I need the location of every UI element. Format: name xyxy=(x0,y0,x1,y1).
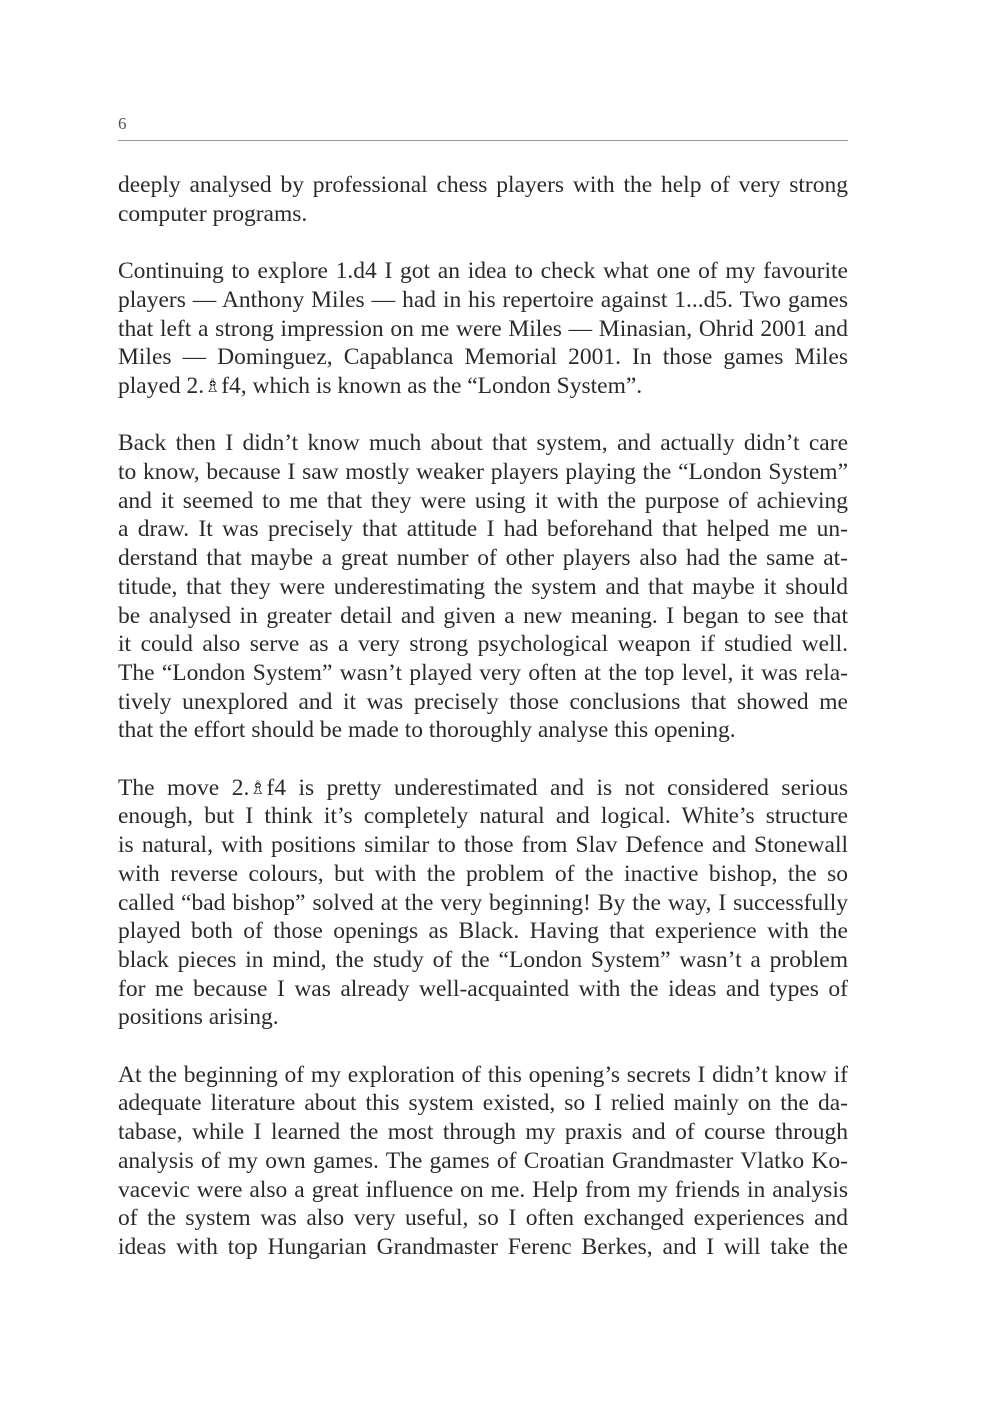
text-line: At the beginning of my exploration of this opening’s secrets I didn’t know if xyxy=(118,1061,848,1088)
text-line: The “London System” wasn’t played very often at the top level, it was rela- xyxy=(118,659,848,686)
text-line: Miles — Dominguez, Capablanca Memorial 2001. In those games Miles xyxy=(118,344,848,371)
paragraph-1 xyxy=(118,171,848,228)
text-line: Back then I didn’t know much about that system, and actually didn’t care xyxy=(118,430,848,457)
text-line: tabase, while I learned the most through my praxis and of course through xyxy=(118,1119,848,1146)
text-line: a draw. It was precisely that attitude I had beforehand that helped me un- xyxy=(118,516,848,543)
paragraph-5 xyxy=(118,1061,848,1262)
text-line: players — Anthony Miles — had in his repertoire against 1...d5. Two games xyxy=(118,286,848,313)
body-text xyxy=(118,171,848,1290)
text-line: it could also serve as a very strong psychological weapon if studied well. xyxy=(118,631,848,658)
page-number: 6 xyxy=(118,114,127,133)
text-line: called “bad bishop” solved at the very beginning! By the way, I successfully xyxy=(118,889,848,916)
text-line: that left a strong impression on me were Miles — Minasian, Ohrid 2001 and xyxy=(118,315,848,342)
bishop-figurine-icon: ♗ xyxy=(204,374,222,397)
text-line: that the effort should be made to thoroughly analyse this opening. xyxy=(118,717,736,744)
text-line: with reverse colours, but with the problem of the inactive bishop, the so xyxy=(118,860,848,887)
text-line: computer programs. xyxy=(118,200,308,227)
text-line: and it seemed to me that they were using it with the purpose of achieving xyxy=(118,487,848,514)
text-line: played both of those openings as Black. Having that experience with the xyxy=(118,918,848,945)
bishop-figurine-icon: ♗ xyxy=(249,776,267,799)
text-line: enough, but I think it’s completely natural and logical. White’s structure xyxy=(118,803,848,830)
text-line: ideas with top Hungarian Grandmaster Ferenc Berkes, and I will take the xyxy=(118,1233,848,1260)
text-line: The move 2.♗f4 is pretty underestimated and is not considered serious xyxy=(118,774,849,801)
text-line: adequate literature about this system existed, so I relied mainly on the da- xyxy=(118,1090,848,1117)
text-line: titude, that they were underestimating the system and that maybe it should xyxy=(118,573,848,600)
text-line: be analysed in greater detail and given a new meaning. I began to see that xyxy=(118,602,848,629)
text-line: tively unexplored and it was precisely those conclusions that showed me xyxy=(118,688,848,715)
text-line: is natural, with positions similar to those from Slav Defence and Stonewall xyxy=(118,832,848,859)
header-rule xyxy=(118,140,848,141)
text-line: derstand that maybe a great number of other players also had the same at- xyxy=(118,545,848,572)
paragraph-3 xyxy=(118,429,848,745)
text-line: positions arising. xyxy=(118,1004,279,1031)
text-line: for me because I was already well-acquainted with the ideas and types of xyxy=(118,975,848,1002)
paragraph-4 xyxy=(118,774,848,1032)
text-line: black pieces in mind, the study of the “London System” wasn’t a problem xyxy=(118,946,848,973)
text-line: analysis of my own games. The games of Croatian Grandmaster Vlatko Ko- xyxy=(118,1147,848,1174)
paragraph-2 xyxy=(118,257,848,401)
text-line: Continuing to explore 1.d4 I got an idea to check what one of my favourite xyxy=(118,258,848,285)
text-line: of the system was also very useful, so I often exchanged experiences and xyxy=(118,1205,848,1232)
text-line: deeply analysed by professional chess players with the help of very strong xyxy=(118,172,848,198)
text-line: vacevic were also a great influence on me. Help from my friends in analysis xyxy=(118,1176,848,1203)
text-line: to know, because I saw mostly weaker players playing the “London System” xyxy=(118,459,848,485)
text-line: played 2.♗f4, which is known as the “London System”. xyxy=(118,372,643,399)
